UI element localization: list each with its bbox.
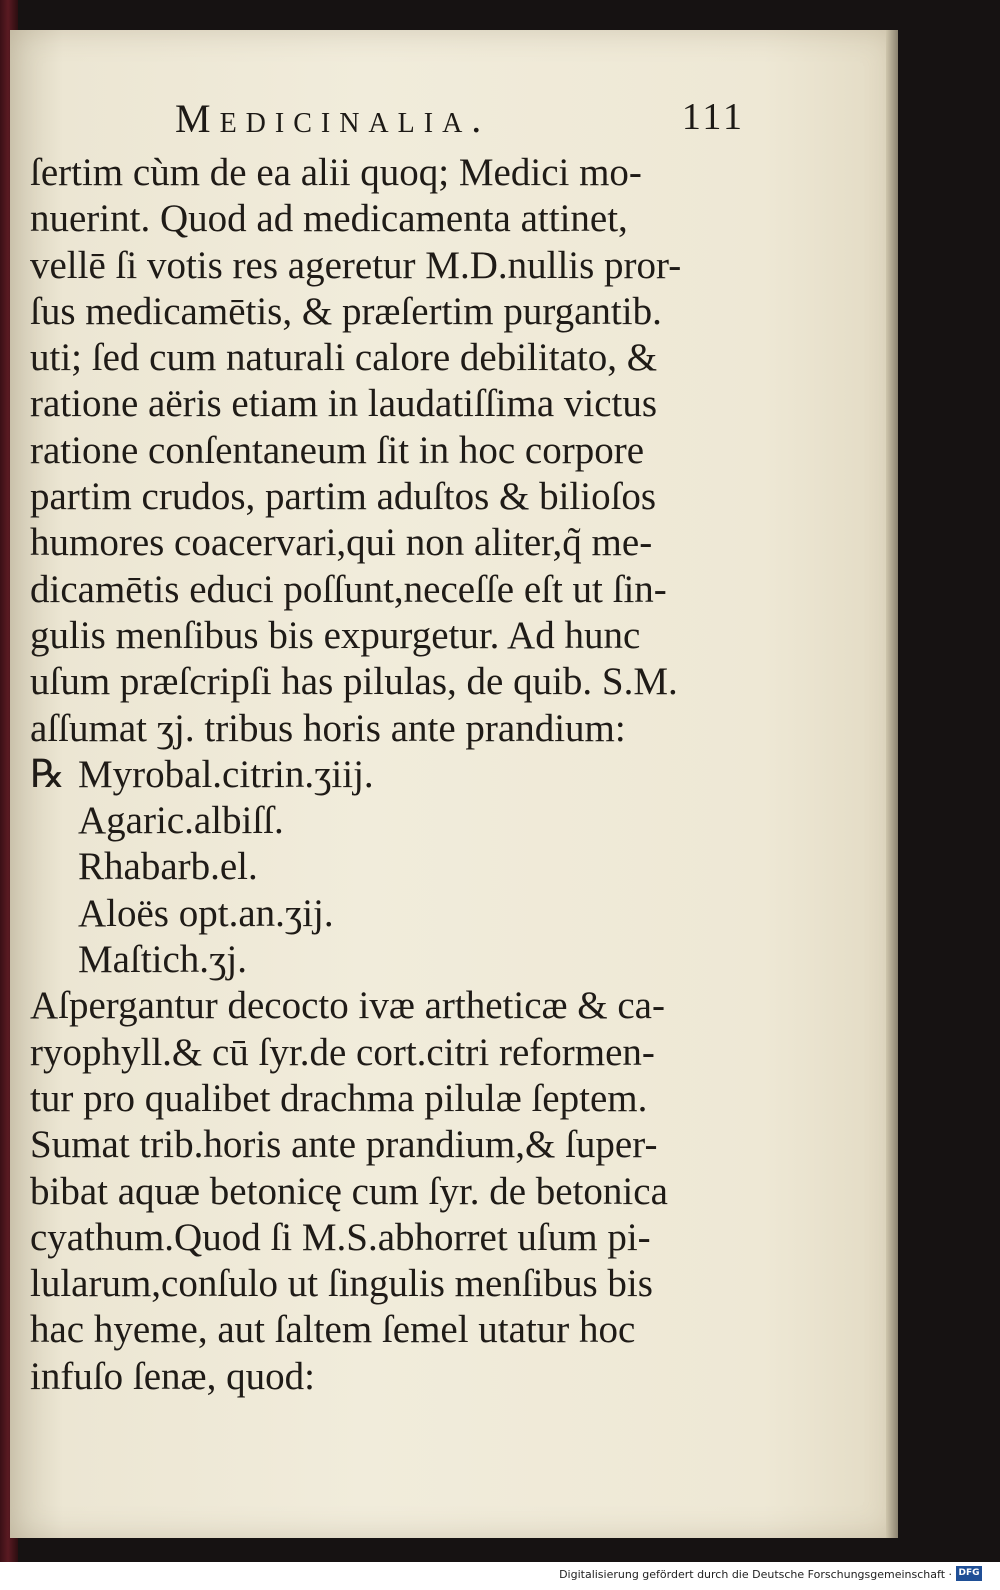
text-block	[30, 150, 730, 1400]
text-line: infuſo ſenæ, quod:	[30, 1354, 315, 1398]
page-edge	[886, 30, 898, 1538]
text-line: aſſumat ʒj. tribus horis ante prandium:	[30, 706, 626, 750]
text-line: uſum præſcripſi has pilulas, de quib. S.M.	[30, 660, 678, 704]
text-line: uti; ſed cum naturali calore debilitato, &	[30, 336, 658, 380]
text-line: vellē ſi votis res ageretur M.D.nullis pror-	[30, 243, 682, 287]
recipe-ingredient: Maſtich.ʒj.	[78, 938, 247, 982]
text-line: hac hyeme, aut ſaltem ſemel utatur hoc	[30, 1308, 636, 1352]
text-line: Aſpergantur decocto ivæ artheticæ & ca-	[30, 984, 665, 1028]
text-line: tur pro qualibet drachma pilulæ ſeptem.	[30, 1076, 648, 1120]
text-line: ratione conſentaneum ſit in hoc corpore	[30, 428, 645, 472]
text-line: gulis menſibus bis expurgetur. Ad hunc	[30, 613, 641, 657]
recipe-ingredient: Myrobal.citrin.ʒiij.	[78, 752, 374, 796]
text-line: nuerint. Quod ad medicamenta attinet,	[30, 197, 628, 241]
text-line: cyathum.Quod ſi M.S.abhorret uſum pi-	[30, 1215, 651, 1259]
text-line: ratione aëris etiam in laudatiſſima victus	[30, 382, 658, 426]
page-header	[175, 95, 745, 145]
page-number: 111	[681, 96, 745, 138]
footer-bar	[0, 1562, 1000, 1590]
text-line: lularum,conſulo ut ſingulis menſibus bis	[30, 1262, 653, 1306]
recipe-ingredient: Aloës opt.an.ʒij.	[78, 891, 334, 935]
recipe-symbol-icon: ℞	[30, 752, 65, 796]
recipe-ingredient: Agaric.albiſſ.	[78, 799, 284, 843]
dfg-logo: DFG	[956, 1566, 982, 1581]
recipe-ingredient: Rhabarb.el.	[78, 845, 258, 889]
text-line: partim crudos, partim aduſtos & bilioſos	[30, 475, 657, 519]
text-line: dicamētis educi poſſunt,neceſſe eſt ut ſin-	[30, 567, 667, 611]
text-line: ſertim cùm de ea alii quoq; Medici mo-	[30, 151, 642, 194]
text-line: ryophyll.& cū ſyr.de cort.citri reformen-	[30, 1030, 655, 1074]
recipe-first-line	[30, 752, 730, 798]
text-line: bibat aquæ betonicę cum ſyr. de betonica	[30, 1169, 668, 1213]
text-line: Sumat trib.horis ante prandium,& ſuper-	[30, 1123, 658, 1167]
text-line: humores coacervari,qui non aliter,q̃ me-	[30, 521, 653, 565]
running-title: Medicinalia.	[175, 96, 491, 141]
text-line: ſus medicamētis, & præſertim purgantib.	[30, 289, 662, 333]
funding-credit: Digitalisierung gefördert durch die Deutsche Forschungsgemeinschaft ·	[559, 1568, 952, 1581]
